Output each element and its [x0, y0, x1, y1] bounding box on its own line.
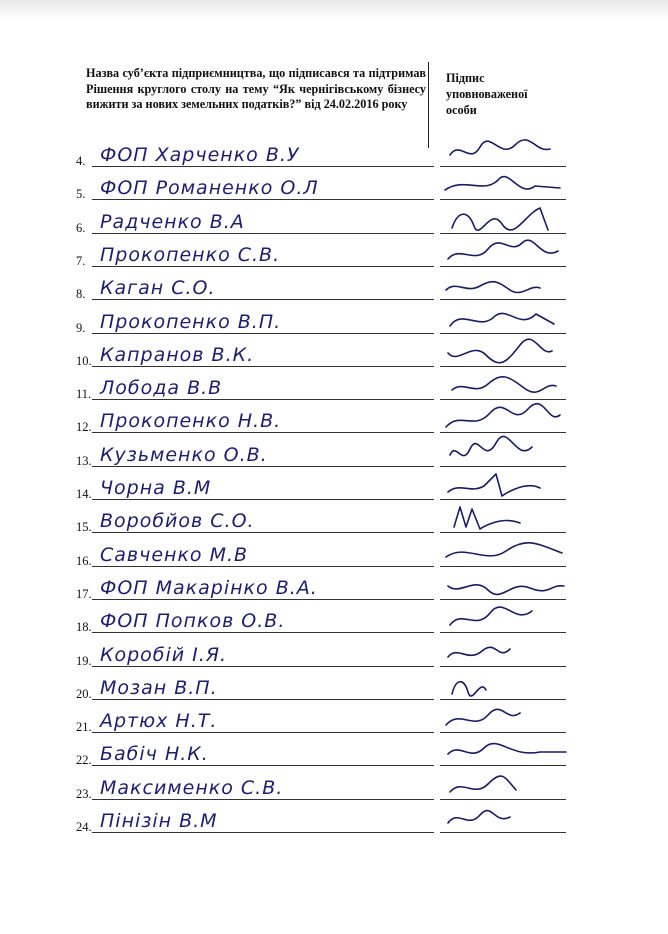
entrepreneur-name: Пінізін В.М: [100, 810, 218, 832]
handwritten-signature: [440, 168, 570, 206]
name-underline: [92, 832, 434, 833]
name-underline: [92, 732, 434, 733]
handwritten-signature: [440, 268, 570, 306]
row-number: 24.: [76, 820, 92, 834]
entrepreneur-name: Мозан В.П.: [100, 676, 218, 699]
list-item: [0, 803, 668, 835]
list-item: [0, 470, 668, 502]
name-underline: [92, 532, 434, 533]
list-item: [0, 503, 668, 535]
row-number: 20.: [76, 686, 92, 701]
name-underline: [92, 799, 434, 800]
name-underline: [92, 765, 434, 766]
name-underline: [92, 233, 434, 234]
name-underline: [92, 599, 434, 600]
row-number: 10.: [76, 353, 92, 368]
entrepreneur-name: Прокопенко В.П.: [100, 310, 282, 333]
row-number: 15.: [76, 520, 92, 535]
list-item: [0, 403, 668, 435]
name-underline: [92, 666, 434, 667]
handwritten-signature: [440, 568, 570, 606]
name-underline: [92, 432, 434, 433]
list-item: [0, 537, 668, 569]
row-number: 21.: [76, 720, 92, 735]
name-underline: [92, 366, 434, 367]
entrepreneur-name: Радченко В.А: [100, 210, 245, 233]
handwritten-signature: [440, 468, 570, 506]
name-underline: [92, 166, 434, 167]
list-item: [0, 603, 668, 635]
handwritten-signature: [440, 535, 570, 573]
entrepreneur-name: Кузьменко О.В.: [100, 443, 268, 466]
entrepreneur-name: Воробйов С.О.: [100, 510, 255, 533]
list-item: [0, 637, 668, 669]
name-underline: [92, 632, 434, 633]
row-number: 11.: [76, 387, 92, 402]
handwritten-signature: [440, 635, 570, 673]
entrepreneur-name: Артюх Н.Т.: [100, 710, 218, 733]
row-number: 19.: [76, 653, 92, 668]
row-number: 8.: [76, 287, 86, 302]
entrepreneur-name: Бабіч Н.К.: [100, 743, 209, 766]
handwritten-signature: [440, 302, 570, 340]
list-item: [0, 337, 668, 369]
row-number: 18.: [76, 620, 92, 635]
row-number: 13.: [76, 453, 92, 468]
entrepreneur-name: ФОП Макарінко В.А.: [100, 576, 318, 599]
name-underline: [92, 266, 434, 267]
handwritten-signature: [440, 668, 570, 706]
row-number: 4.: [76, 154, 86, 168]
row-number: 12.: [76, 420, 92, 435]
handwritten-signature: [440, 368, 570, 406]
name-underline: [92, 299, 434, 300]
row-number: 7.: [76, 253, 86, 268]
entrepreneur-name: Коробій І.Я.: [100, 643, 228, 666]
entrepreneur-name: Лобода В.В: [100, 377, 223, 400]
header-signature-column: Підпис уповноваженої особи: [446, 71, 528, 117]
header-title: Назва суб’єкта підприємництва, що підписався та підтримав Рішення круглого столу на тему “Як чернігівському бізнесу вижити за нових земельних податків?” від 24.02.2016 року: [86, 66, 426, 111]
list-item: [0, 703, 668, 735]
handwritten-signature: [440, 601, 570, 639]
entrepreneur-name: Прокопенко Н.В.: [100, 410, 282, 433]
handwritten-signature: [440, 734, 570, 772]
handwritten-signature: [440, 701, 570, 739]
name-underline: [92, 499, 434, 500]
entrepreneur-name: ФОП Попков О.В.: [100, 610, 286, 633]
row-number: 16.: [76, 553, 92, 568]
handwritten-signature: [440, 335, 570, 373]
name-underline: [92, 333, 434, 334]
row-number: 17.: [76, 586, 92, 601]
entrepreneur-name: ФОП Романенко О.Л: [100, 177, 319, 200]
list-item: [0, 437, 668, 469]
row-number: 5.: [76, 187, 86, 202]
entrepreneur-name: Прокопенко С.В.: [100, 243, 281, 266]
row-number: 14.: [76, 487, 92, 501]
handwritten-signature: [440, 235, 570, 273]
list-item: [0, 237, 668, 269]
name-underline: [92, 399, 434, 400]
row-number: 6.: [76, 220, 86, 235]
list-item: [0, 670, 668, 702]
entrepreneur-name: Чорна В.М: [100, 477, 212, 499]
name-underline: [92, 199, 434, 200]
entrepreneur-name: Савченко М.В: [100, 543, 249, 566]
row-number: 9.: [76, 320, 86, 335]
list-item: [0, 770, 668, 802]
row-number: 23.: [76, 786, 92, 801]
handwritten-signature: [440, 768, 570, 806]
handwritten-signature: [440, 501, 570, 539]
name-underline: [92, 466, 434, 467]
list-item: [0, 736, 668, 768]
entrepreneur-name: ФОП Харченко В.У: [100, 144, 300, 166]
handwritten-signature: [440, 801, 570, 839]
name-underline: [92, 566, 434, 567]
entrepreneur-name: Капранов В.К.: [100, 343, 255, 366]
row-number: 22.: [76, 753, 92, 768]
list-item: [0, 570, 668, 602]
handwritten-signature: [440, 135, 570, 173]
list-item: [0, 370, 668, 402]
list-item: [0, 204, 668, 236]
entrepreneur-name: Каган С.О.: [100, 277, 216, 300]
list-item: [0, 137, 668, 169]
handwritten-signature: [440, 202, 570, 240]
handwritten-signature: [440, 435, 570, 473]
entrepreneur-name: Максименко С.В.: [100, 776, 284, 799]
handwritten-signature: [440, 401, 570, 439]
list-item: [0, 170, 668, 202]
list-item: [0, 304, 668, 336]
name-underline: [92, 699, 434, 700]
list-item: [0, 270, 668, 302]
